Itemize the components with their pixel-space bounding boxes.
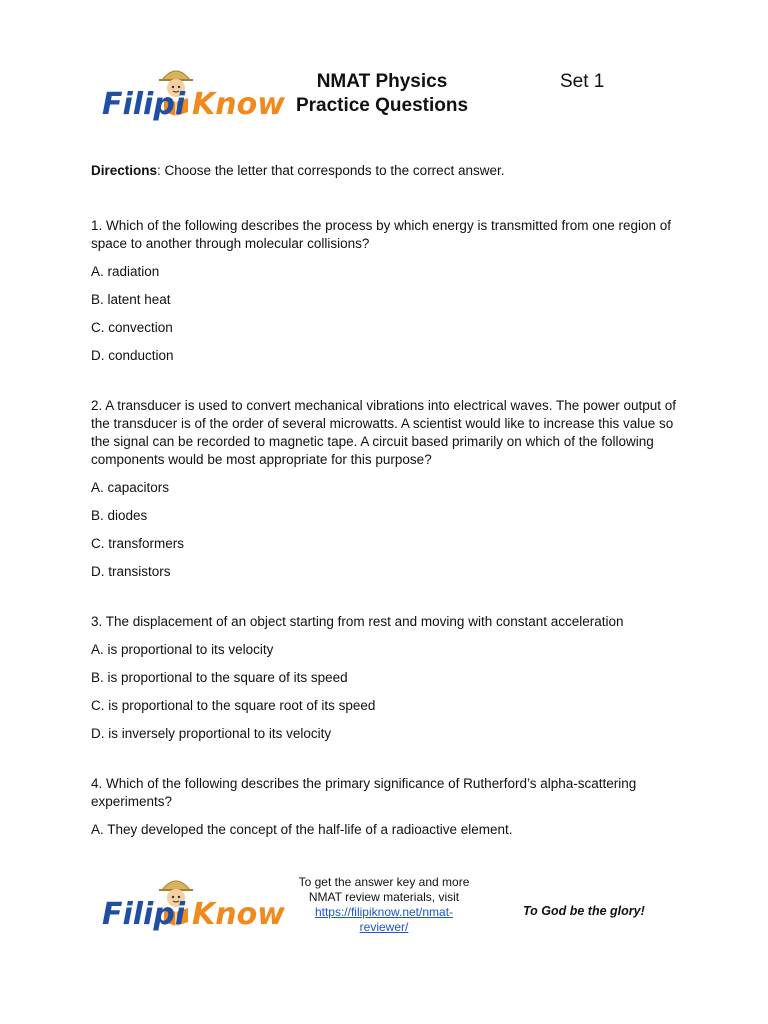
review-link-part-2: reviewer/ <box>359 920 409 934</box>
choice-c: C. transformers <box>91 536 185 551</box>
questions-body <box>91 162 681 871</box>
question-text: 3. The displacement of an object starting from rest and moving with constant acceleration <box>91 614 624 629</box>
filipiknow-logo-graphic <box>96 58 285 128</box>
directions <box>91 162 681 180</box>
choice-a: A. radiation <box>91 264 160 279</box>
footer-note-line-1: To get the answer key and more <box>298 875 470 889</box>
logo-text-filipi: Filipi <box>102 897 186 932</box>
review-link[interactable] <box>315 905 453 934</box>
title-line-2: Practice Questions <box>295 95 469 116</box>
question-text: 1. Which of the following describes the process by which energy is transmitted from one region of space to another through molecular collisions? <box>91 218 672 251</box>
choice-a: A. capacitors <box>91 480 170 495</box>
logo-text-know: Know <box>192 897 285 932</box>
footer-note-line-2: NMAT review materials, visit <box>308 890 460 904</box>
question-text: 2. A transducer is used to convert mechanical vibrations into electrical waves. The power output of the transducer is of the order of several microwatts. A scientist would like to increase this value so the signal can be recorded to magnetic tape. A circuit based primarily on which of the following components would be most appropriate for this purpose? <box>91 398 677 467</box>
filipiknow-logo-footer <box>96 868 285 938</box>
filipiknow-logo <box>96 58 285 128</box>
choice-c: C. is proportional to the square root of its speed <box>91 698 376 713</box>
choice-d: D. is inversely proportional to its velocity <box>91 726 332 741</box>
choice-b: B. diodes <box>91 508 148 523</box>
question-2 <box>91 397 681 581</box>
review-link-part-1: https://filipiknow.net/nmat- <box>314 905 454 919</box>
page-title <box>262 70 502 118</box>
logo-text-filipi: Filipi <box>102 87 186 122</box>
choice-b: B. is proportional to the square of its speed <box>91 670 348 685</box>
choice-a: A. is proportional to its velocity <box>91 642 274 657</box>
question-4 <box>91 775 681 839</box>
choice-a: A. They developed the concept of the half-life of a radioactive element. <box>91 822 513 837</box>
glory-text: To God be the glory! <box>523 904 645 918</box>
choice-b: B. latent heat <box>91 292 171 307</box>
title-line-1: NMAT Physics <box>316 71 448 92</box>
directions-text: : Choose the letter that corresponds to the correct answer. <box>157 163 505 178</box>
directions-label: Directions <box>91 163 158 178</box>
question-3 <box>91 613 681 743</box>
set-label: Set 1 <box>560 71 605 92</box>
question-1 <box>91 217 681 365</box>
footer-note <box>284 875 484 935</box>
question-text: 4. Which of the following describes the primary significance of Rutherford’s alpha-scattering experiments? <box>91 776 637 809</box>
choice-d: D. conduction <box>91 348 174 363</box>
choice-c: C. convection <box>91 320 173 335</box>
logo-text-know: Know <box>192 87 285 122</box>
filipiknow-logo-graphic <box>96 868 285 938</box>
choice-d: D. transistors <box>91 564 171 579</box>
